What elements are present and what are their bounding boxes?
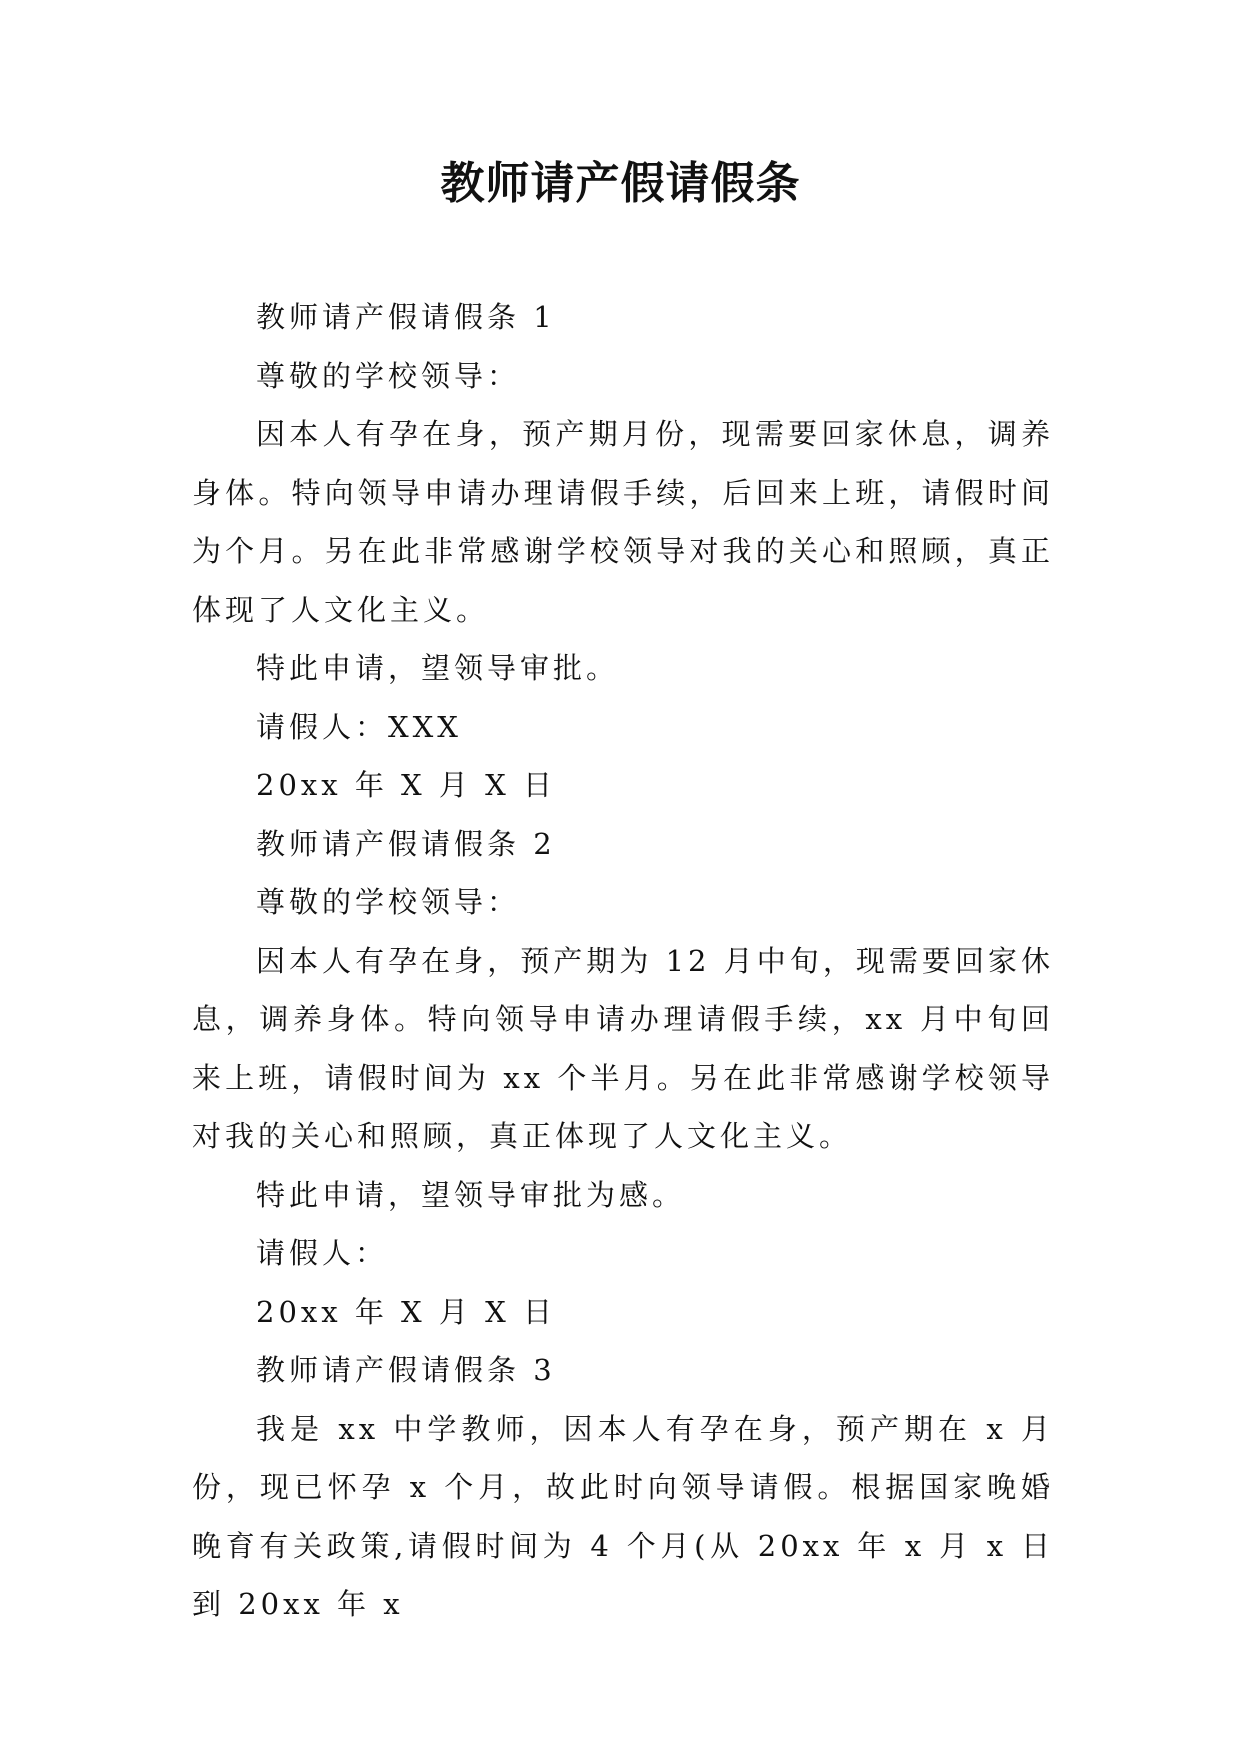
closing-line-2: 特此申请，望领导审批为感。 (256, 1177, 686, 1212)
document-title: 教师请产假请假条 (440, 158, 801, 209)
closing-line-1: 特此申请，望领导审批。 (256, 651, 620, 685)
date-line-1: 20xx 年 X 月 X 日 (256, 768, 556, 802)
body-paragraph-1: 因本人有孕在身，预产期月份，现需要回家休息，调养身体。特向领导申请办理请假手续，后回来上班，请假时间为个月。另在此非常感谢学校领导对我的关心和照顾，真正体现了人文化主义。 (192, 417, 1054, 627)
applicant-line-1: 请假人：XXX (256, 709, 462, 744)
applicant-line-2: 请假人： (256, 1236, 389, 1270)
section-heading-2: 教师请产假请假条 2 (256, 826, 556, 861)
section-heading-3: 教师请产假请假条 3 (256, 1353, 556, 1387)
body-paragraph-2: 因本人有孕在身，预产期为 12 月中旬，现需要回家休息，调养身体。特向领导申请办理请假手续，xx 月中旬回来上班，请假时间为 xx 个半月。另在此非常感谢学校领导对我的关心和照顾，真正体现了人文化主义。 (192, 943, 1054, 1153)
salutation-2: 尊敬的学校领导： (256, 885, 521, 919)
section-heading-1: 教师请产假请假条 1 (256, 300, 556, 334)
document-body (192, 288, 1054, 1634)
salutation-1: 尊敬的学校领导： (256, 358, 521, 393)
body-paragraph-3: 我是 xx 中学教师，因本人有孕在身，预产期在 x 月份，现已怀孕 x 个月，故此时向领导请假。根据国家晚婚晚育有关政策,请假时间为 4 个月(从 20xx 年 x 月 x 日到 20xx 年 x (192, 1411, 1054, 1621)
date-line-2: 20xx 年 X 月 X 日 (256, 1294, 556, 1329)
